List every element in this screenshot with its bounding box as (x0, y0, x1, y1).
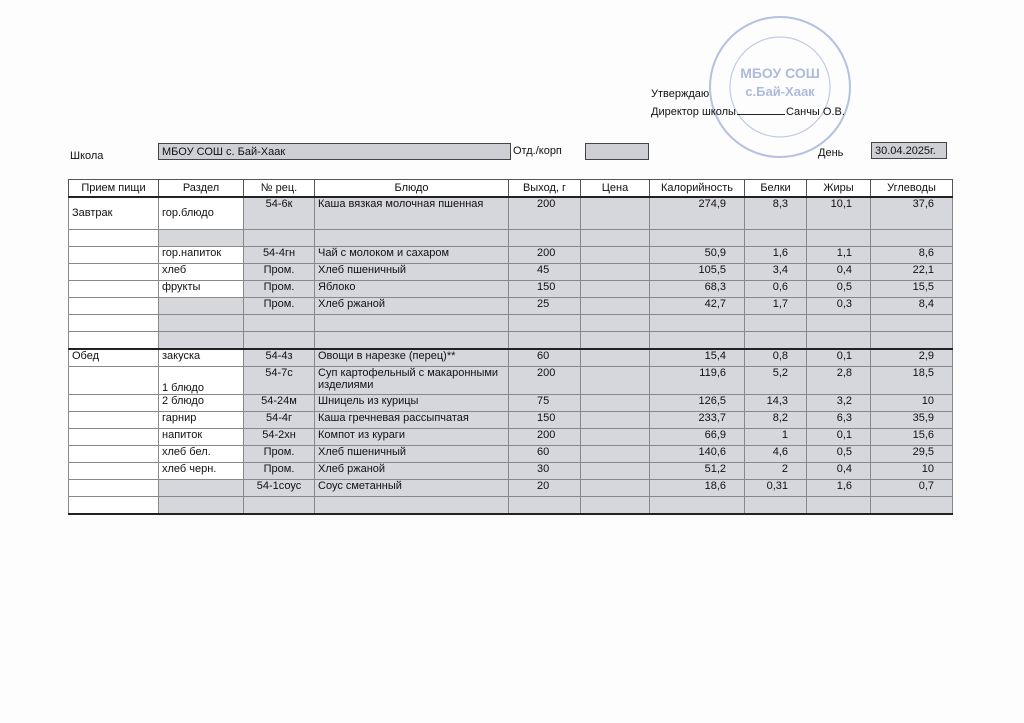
approval-name: Санчы О.В. (785, 106, 845, 118)
cell-fat (807, 496, 871, 514)
cell-section: напиток (159, 428, 244, 445)
cell-fat: 10,1 (807, 197, 871, 229)
cell-meal (69, 331, 159, 349)
cell-fat (807, 331, 871, 349)
cell-output: 20 (509, 479, 581, 496)
cell-output (509, 496, 581, 514)
stamp-text-top: МБОУ СОШ (740, 65, 820, 81)
cell-dish: Чай с молоком и сахаром (315, 246, 509, 263)
cell-recipe: 54-1соус (244, 479, 315, 496)
cell-carbs: 35,9 (871, 411, 953, 428)
cell-protein: 1 (745, 428, 807, 445)
cell-carbs: 29,5 (871, 445, 953, 462)
cell-price (581, 411, 650, 428)
dept-label: Отд./корп (513, 145, 562, 157)
cell-protein: 0,8 (745, 349, 807, 367)
cell-meal: Завтрак (69, 197, 159, 229)
cell-section (159, 479, 244, 496)
cell-fat: 1,6 (807, 479, 871, 496)
cell-calories: 50,9 (650, 246, 745, 263)
table-row (69, 428, 953, 445)
cell-output: 150 (509, 411, 581, 428)
menu-table (68, 179, 953, 515)
cell-recipe: Пром. (244, 263, 315, 280)
cell-protein (745, 496, 807, 514)
cell-protein: 1,6 (745, 246, 807, 263)
cell-recipe (244, 496, 315, 514)
cell-price (581, 229, 650, 246)
cell-dish: Овощи в нарезке (перец)** (315, 349, 509, 367)
cell-price (581, 366, 650, 394)
cell-price (581, 428, 650, 445)
cell-carbs: 22,1 (871, 263, 953, 280)
table-row (69, 297, 953, 314)
cell-dish (315, 314, 509, 331)
cell-section (159, 229, 244, 246)
cell-dish: Компот из кураги (315, 428, 509, 445)
col-header-recipe: № рец. (244, 180, 315, 198)
cell-dish: Хлеб ржаной (315, 297, 509, 314)
cell-fat: 0,1 (807, 428, 871, 445)
cell-price (581, 280, 650, 297)
cell-dish: Яблоко (315, 280, 509, 297)
cell-fat: 0,5 (807, 445, 871, 462)
cell-meal (69, 479, 159, 496)
cell-meal (69, 280, 159, 297)
cell-dish: Суп картофельный с макаронными изделиями (315, 366, 509, 394)
cell-output: 200 (509, 366, 581, 394)
cell-protein (745, 229, 807, 246)
cell-dish (315, 331, 509, 349)
school-stamp (705, 12, 855, 162)
cell-recipe: Пром. (244, 297, 315, 314)
cell-protein: 14,3 (745, 394, 807, 411)
table-row (69, 349, 953, 367)
cell-section (159, 297, 244, 314)
approval-line: Утверждаю (651, 88, 710, 100)
cell-carbs: 8,4 (871, 297, 953, 314)
cell-output: 200 (509, 428, 581, 445)
cell-meal (69, 297, 159, 314)
table-row (69, 445, 953, 462)
cell-meal (69, 229, 159, 246)
cell-section: 1 блюдо (159, 366, 244, 394)
dept-field (585, 143, 649, 160)
cell-price (581, 314, 650, 331)
cell-section (159, 496, 244, 514)
table-row (69, 246, 953, 263)
day-label: День (818, 147, 844, 159)
table-row (69, 496, 953, 514)
cell-protein: 8,3 (745, 197, 807, 229)
table-header-row (69, 180, 953, 198)
cell-dish: Хлеб пшеничный (315, 263, 509, 280)
cell-carbs: 18,5 (871, 366, 953, 394)
table-row (69, 263, 953, 280)
cell-price (581, 331, 650, 349)
cell-section: гор.блюдо (159, 197, 244, 229)
cell-output: 75 (509, 394, 581, 411)
cell-recipe: 54-24м (244, 394, 315, 411)
school-label: Школа (70, 150, 104, 162)
cell-carbs: 10 (871, 394, 953, 411)
cell-calories (650, 314, 745, 331)
cell-output: 200 (509, 197, 581, 229)
cell-calories: 119,6 (650, 366, 745, 394)
cell-carbs: 37,6 (871, 197, 953, 229)
cell-meal (69, 428, 159, 445)
cell-fat: 0,1 (807, 349, 871, 367)
school-field: МБОУ СОШ с. Бай-Хаак (158, 143, 511, 160)
table-row (69, 229, 953, 246)
cell-price (581, 197, 650, 229)
cell-protein: 0,31 (745, 479, 807, 496)
col-header-protein: Белки (745, 180, 807, 198)
table-row (69, 197, 953, 229)
cell-section (159, 331, 244, 349)
cell-dish: Каша вязкая молочная пшенная (315, 197, 509, 229)
cell-meal (69, 246, 159, 263)
cell-output: 200 (509, 246, 581, 263)
table-row (69, 366, 953, 394)
cell-recipe: Пром. (244, 280, 315, 297)
cell-dish: Соус сметанный (315, 479, 509, 496)
cell-calories: 42,7 (650, 297, 745, 314)
cell-recipe: 54-4г (244, 411, 315, 428)
cell-section: гор.напиток (159, 246, 244, 263)
cell-fat: 3,2 (807, 394, 871, 411)
cell-carbs: 10 (871, 462, 953, 479)
cell-section: хлеб черн. (159, 462, 244, 479)
cell-fat (807, 229, 871, 246)
cell-section (159, 314, 244, 331)
table-row (69, 280, 953, 297)
cell-output: 25 (509, 297, 581, 314)
col-header-section: Раздел (159, 180, 244, 198)
table-row (69, 331, 953, 349)
cell-recipe: 54-6к (244, 197, 315, 229)
cell-meal (69, 263, 159, 280)
cell-meal: Обед (69, 349, 159, 367)
cell-calories: 105,5 (650, 263, 745, 280)
cell-recipe (244, 331, 315, 349)
cell-calories: 51,2 (650, 462, 745, 479)
cell-meal (69, 411, 159, 428)
cell-protein: 1,7 (745, 297, 807, 314)
cell-section: фрукты (159, 280, 244, 297)
table-row (69, 411, 953, 428)
cell-calories: 66,9 (650, 428, 745, 445)
cell-output (509, 331, 581, 349)
cell-price (581, 394, 650, 411)
cell-fat: 0,4 (807, 263, 871, 280)
table-row (69, 462, 953, 479)
cell-output (509, 314, 581, 331)
cell-output: 60 (509, 445, 581, 462)
cell-meal (69, 462, 159, 479)
cell-price (581, 263, 650, 280)
cell-dish: Хлеб ржаной (315, 462, 509, 479)
table-row (69, 479, 953, 496)
cell-protein (745, 314, 807, 331)
cell-dish (315, 229, 509, 246)
cell-price (581, 462, 650, 479)
cell-calories: 18,6 (650, 479, 745, 496)
cell-protein: 5,2 (745, 366, 807, 394)
approval-position: Директор школы (651, 106, 736, 118)
cell-protein: 3,4 (745, 263, 807, 280)
cell-price (581, 479, 650, 496)
cell-meal (69, 314, 159, 331)
col-header-carbs: Углеводы (871, 180, 953, 198)
cell-output (509, 229, 581, 246)
col-header-calories: Калорийность (650, 180, 745, 198)
signature (737, 104, 785, 115)
cell-recipe: Пром. (244, 462, 315, 479)
cell-carbs (871, 314, 953, 331)
table-row (69, 394, 953, 411)
cell-section: хлеб бел. (159, 445, 244, 462)
cell-fat (807, 314, 871, 331)
cell-section: закуска (159, 349, 244, 367)
col-header-meal: Прием пищи (69, 180, 159, 198)
cell-recipe: 54-7с (244, 366, 315, 394)
cell-price (581, 297, 650, 314)
cell-recipe: 54-4гн (244, 246, 315, 263)
cell-meal (69, 496, 159, 514)
cell-price (581, 246, 650, 263)
cell-recipe: 54-2хн (244, 428, 315, 445)
cell-meal (69, 394, 159, 411)
cell-price (581, 445, 650, 462)
cell-fat: 0,5 (807, 280, 871, 297)
cell-section: хлеб (159, 263, 244, 280)
cell-dish: Каша гречневая рассыпчатая (315, 411, 509, 428)
cell-recipe: 54-4з (244, 349, 315, 367)
cell-section: 2 блюдо (159, 394, 244, 411)
cell-carbs: 15,6 (871, 428, 953, 445)
cell-dish: Хлеб пшеничный (315, 445, 509, 462)
cell-output: 30 (509, 462, 581, 479)
cell-protein: 0,6 (745, 280, 807, 297)
cell-recipe (244, 229, 315, 246)
cell-calories (650, 229, 745, 246)
cell-protein: 8,2 (745, 411, 807, 428)
cell-protein: 4,6 (745, 445, 807, 462)
cell-dish: Шницель из курицы (315, 394, 509, 411)
cell-protein: 2 (745, 462, 807, 479)
cell-calories: 126,5 (650, 394, 745, 411)
stamp-text-mid: с.Бай-Хаак (745, 84, 815, 99)
cell-carbs (871, 229, 953, 246)
col-header-output: Выход, г (509, 180, 581, 198)
cell-recipe (244, 314, 315, 331)
cell-meal (69, 445, 159, 462)
cell-calories: 140,6 (650, 445, 745, 462)
cell-section: гарнир (159, 411, 244, 428)
cell-protein (745, 331, 807, 349)
cell-price (581, 349, 650, 367)
cell-calories: 233,7 (650, 411, 745, 428)
cell-calories: 68,3 (650, 280, 745, 297)
cell-carbs (871, 496, 953, 514)
cell-calories: 15,4 (650, 349, 745, 367)
col-header-price: Цена (581, 180, 650, 198)
col-header-dish: Блюдо (315, 180, 509, 198)
cell-fat: 0,3 (807, 297, 871, 314)
cell-recipe: Пром. (244, 445, 315, 462)
cell-calories: 274,9 (650, 197, 745, 229)
cell-calories (650, 496, 745, 514)
cell-carbs: 15,5 (871, 280, 953, 297)
cell-carbs: 8,6 (871, 246, 953, 263)
cell-price (581, 496, 650, 514)
cell-output: 60 (509, 349, 581, 367)
approval-signature-line (651, 104, 845, 118)
cell-fat: 0,4 (807, 462, 871, 479)
day-field: 30.04.2025г. (871, 142, 947, 159)
col-header-fat: Жиры (807, 180, 871, 198)
cell-carbs: 0,7 (871, 479, 953, 496)
cell-carbs (871, 331, 953, 349)
cell-dish (315, 496, 509, 514)
cell-fat: 1,1 (807, 246, 871, 263)
cell-fat: 6,3 (807, 411, 871, 428)
cell-meal (69, 366, 159, 394)
cell-output: 45 (509, 263, 581, 280)
cell-fat: 2,8 (807, 366, 871, 394)
cell-calories (650, 331, 745, 349)
table-row (69, 314, 953, 331)
cell-carbs: 2,9 (871, 349, 953, 367)
cell-output: 150 (509, 280, 581, 297)
